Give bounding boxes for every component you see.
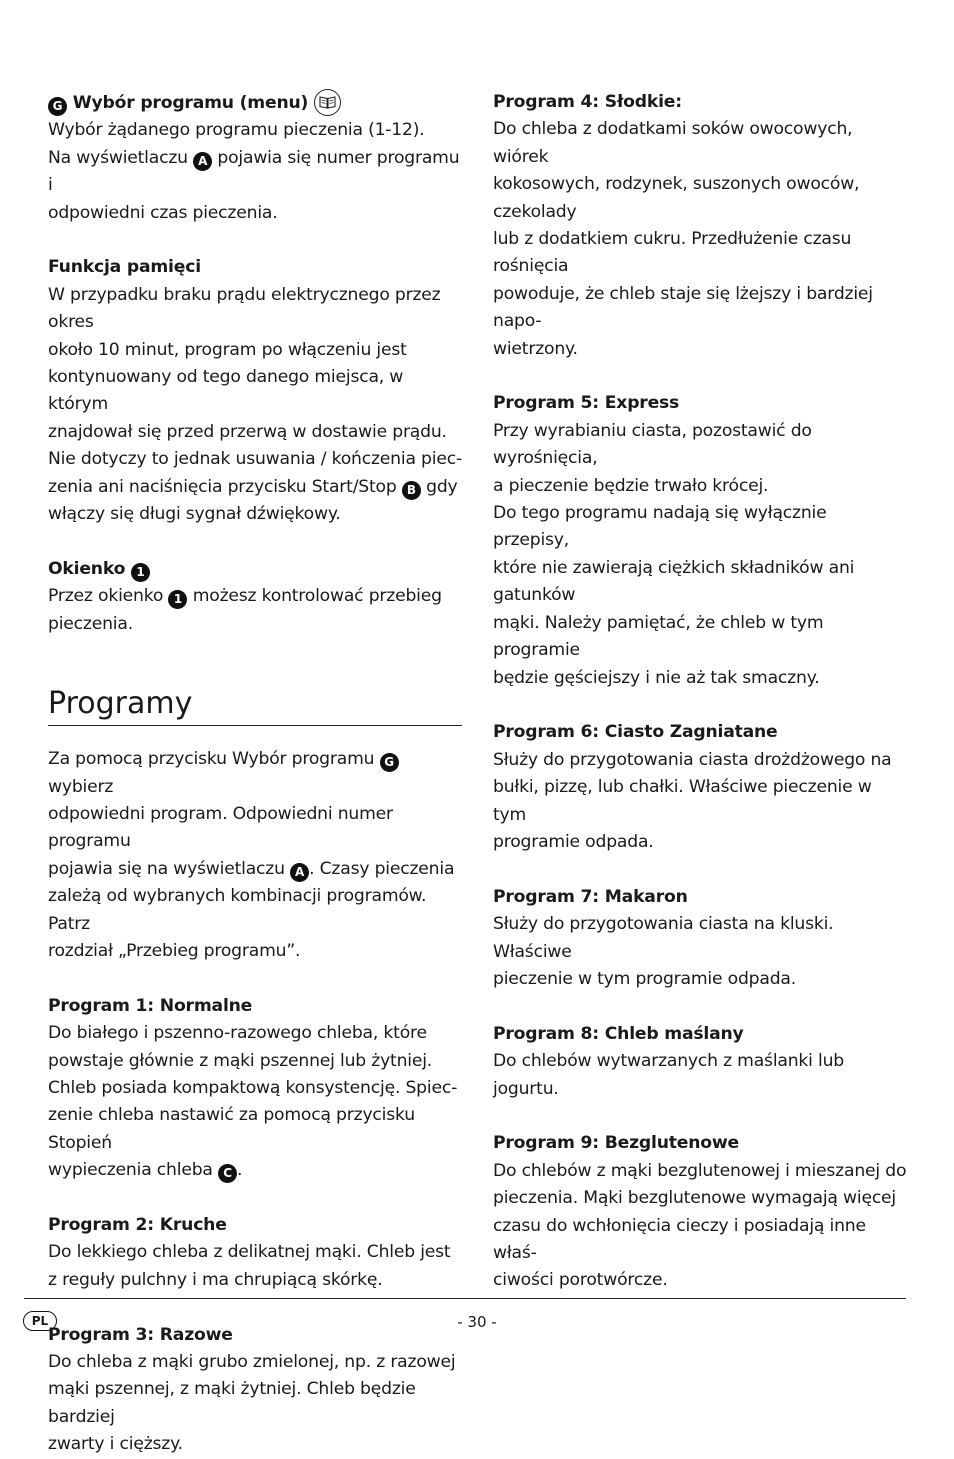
- memory-line-3: kontynuowany od tego danego miejsca, w którym: [48, 367, 404, 415]
- badge-a-inline: A: [290, 863, 309, 882]
- program-2-heading: Program 2: Kruche: [48, 1214, 227, 1235]
- program-7-line-2: pieczenie w tym programie odpada.: [493, 968, 797, 989]
- memory-line-4: znajdował się przed przerwą w dostawie prądu.: [48, 421, 447, 442]
- memory-line-7: włączy się długi sygnał dźwiękowy.: [48, 504, 341, 525]
- badge-1-inline: 1: [168, 590, 187, 609]
- badge-a: A: [193, 152, 212, 171]
- memory-line-6: zenia ani naciśnięcia przycisku Start/Stop B gdy: [48, 474, 462, 501]
- program-2-line-1: Do lekkiego chleba z delikatnej mąki. Chleb jest: [48, 1242, 451, 1263]
- intro-line-3: pojawia się na wyświetlaczu A . Czasy pieczenia: [48, 856, 462, 883]
- program-1-line-1: Do białego i pszenno-razowego chleba, które: [48, 1023, 427, 1044]
- program-2-line-2: z reguły pulchny i ma chrupiącą skórkę.: [48, 1269, 383, 1290]
- program-3-heading: Program 3: Razowe: [48, 1324, 233, 1345]
- program-4-line-1: Do chleba z dodatkami soków owocowych, wiórek: [493, 119, 853, 167]
- program-5-line-3: Do tego programu nadają się wyłącznie przepisy,: [493, 503, 827, 551]
- program-6-heading: Program 6: Ciasto Zagniatane: [493, 722, 778, 743]
- program-9-line-4: ciwości porotwórcze.: [493, 1270, 668, 1291]
- program-7-heading: Program 7: Makaron: [493, 886, 688, 907]
- program-4-heading: Program 4: Słodkie:: [493, 92, 682, 112]
- badge-g: G: [48, 97, 67, 116]
- memory-line-1: W przypadku braku prądu elektrycznego przez okres: [48, 284, 441, 333]
- program-9-heading: Program 9: Bezglutenowe: [493, 1133, 740, 1154]
- menu-line-3: odpowiedni czas pieczenia.: [48, 202, 278, 223]
- program-1-line-5: wypieczenia chleba C .: [48, 1157, 462, 1184]
- program-1-line-3: Chleb posiada kompaktową konsystencję. Spiec-: [48, 1077, 458, 1098]
- program-9-line-3: czasu do wchłonięcia cieczy i posiadają inne właś-: [493, 1215, 866, 1263]
- program-9-line-2: pieczenia. Mąki bezglutenowe wymagają więcej: [493, 1188, 897, 1209]
- program-1-line-2: powstaje głównie z mąki pszennej lub żytniej.: [48, 1050, 433, 1071]
- memory-line-5: Nie dotyczy to jednak usuwania / kończenia piec-: [48, 449, 462, 470]
- program-6-line-1: Służy do przygotowania ciasta drożdżowego na: [493, 749, 892, 770]
- program-4-line-3: lub z dodatkiem cukru. Przedłużenie czasu rośnięcia: [493, 229, 852, 277]
- program-1-heading: Program 1: Normalne: [48, 995, 253, 1016]
- badge-b: B: [402, 481, 421, 500]
- window-line-1: Przez okienko 1 możesz kontrolować przebieg: [48, 583, 462, 610]
- program-5-line-6: będzie gęściejszy i nie aż tak smaczny.: [493, 667, 820, 688]
- program-8-heading: Program 8: Chleb maślany: [493, 1023, 744, 1044]
- window-line-2: pieczenia.: [48, 613, 133, 634]
- badge-1: 1: [131, 563, 150, 582]
- left-column: [48, 89, 462, 1459]
- menu-line-2: Na wyświetlaczu A pojawia się numer programu i: [48, 147, 460, 196]
- program-5-line-4: które nie zawierają ciężkich składników ani gatunków: [493, 557, 855, 606]
- program-6-line-2: bułki, pizzę, lub chałki. Właściwe pieczenie w tym: [493, 777, 872, 825]
- right-column: [493, 89, 907, 1295]
- program-5-line-5: mąki. Należy pamiętać, że chleb w tym programie: [493, 612, 824, 661]
- open-book-icon: [314, 89, 341, 116]
- program-7-line-1: Służy do przygotowania ciasta na kluski. Właściwe: [493, 914, 834, 962]
- program-5-line-2: a pieczenie będzie trwało krócej.: [493, 475, 769, 496]
- program-1-line-4: zenie chleba nastawić za pomocą przycisku Stopień: [48, 1105, 415, 1153]
- intro-line-1: Za pomocą przycisku Wybór programu G wybierz: [48, 746, 462, 801]
- menu-heading: [48, 89, 462, 117]
- menu-heading-text: Wybór programu (menu): [72, 93, 309, 113]
- program-3-line-3: zwarty i cięższy.: [48, 1434, 183, 1455]
- program-3-line-1: Do chleba z mąki grubo zmielonej, np. z razowej: [48, 1351, 456, 1372]
- badge-g-inline: G: [380, 753, 399, 772]
- memory-line-2: około 10 minut, program po włączeniu jest: [48, 339, 407, 360]
- menu-line-1: Wybór żądanego programu pieczenia (1-12).: [48, 120, 425, 141]
- intro-line-4: zależą od wybranych kombinacji programów. Patrz: [48, 886, 427, 934]
- window-heading: Okienko 1: [48, 556, 462, 583]
- program-5-heading: Program 5: Express: [493, 393, 680, 414]
- program-9-line-1: Do chlebów z mąki bezglutenowej i mieszanej do: [493, 1160, 907, 1181]
- program-8-line-1: Do chlebów wytwarzanych z maślanki lub jogurtu.: [493, 1051, 844, 1099]
- program-4-line-4: powoduje, że chleb staje się lżejszy i bardziej napo-: [493, 283, 873, 332]
- language-badge: PL: [23, 1311, 57, 1331]
- intro-line-2: odpowiedni program. Odpowiedni numer programu: [48, 803, 393, 852]
- intro-line-5: rozdział „Przebieg programu”.: [48, 940, 301, 961]
- footer-divider: [24, 1298, 906, 1299]
- programs-title: Programy: [48, 679, 462, 726]
- program-4-line-2: kokosowych, rodzynek, suszonych owoców, czekolady: [493, 174, 860, 222]
- page-number: - 30 -: [457, 1313, 497, 1331]
- badge-c: C: [218, 1164, 237, 1183]
- program-5-line-1: Przy wyrabianiu ciasta, pozostawić do wyrośnięcia,: [493, 420, 812, 469]
- program-3-line-2: mąki pszennej, z mąki żytniej. Chleb będzie bardziej: [48, 1379, 416, 1427]
- memory-heading: Funkcja pamięci: [48, 257, 201, 278]
- program-6-line-3: programie odpada.: [493, 831, 654, 852]
- program-4-line-5: wietrzony.: [493, 338, 578, 359]
